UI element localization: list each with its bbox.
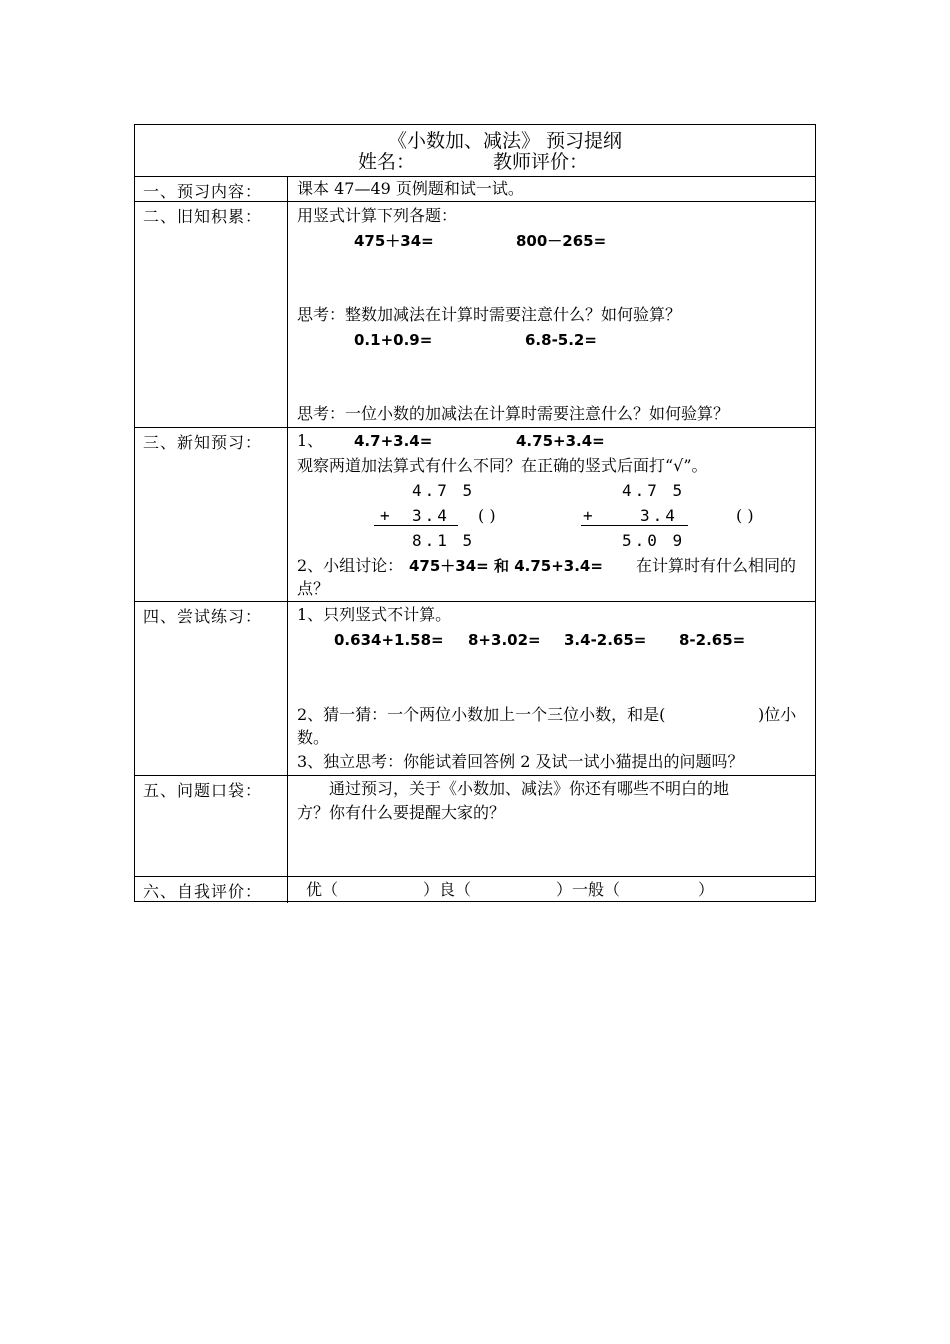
rating-excellent[interactable]: 优（: [306, 880, 339, 899]
answer-bracket: ( ): [736, 506, 754, 525]
section-label: 一、预习内容：: [135, 177, 288, 202]
section-question-pocket: [135, 775, 815, 877]
rating-average[interactable]: ）一般（: [556, 880, 621, 899]
question-text: 通过预习，关于《小数加、减法》你还有哪些不明白的地: [329, 779, 730, 798]
section-label: 三、新知预习：: [135, 428, 288, 602]
answer-bracket: ( ): [478, 506, 496, 525]
section-label: 五、问题口袋：: [135, 776, 288, 877]
rating-close: ）: [698, 880, 715, 899]
equation: 4.7+3.4=: [354, 432, 433, 450]
name-label: 姓名：: [358, 151, 416, 173]
equation: 0.634+1.58=: [334, 631, 444, 649]
section-label: 二、旧知积累：: [135, 202, 288, 428]
worksheet-table: [134, 124, 816, 902]
vertical-result: 8.1 5: [412, 531, 476, 550]
equation: 800－265=: [516, 232, 607, 250]
equation: 4.75+3.4=: [516, 432, 605, 450]
vertical-result: 5.0 9: [622, 531, 686, 550]
section-text: 课本 47—49 页例题和试一试。: [297, 179, 524, 198]
page-title: 《小数加、减法》 预习提纲: [387, 130, 623, 152]
think-question: 思考：一位小数的加减法在计算时需要注意什么？如何验算？: [297, 404, 730, 423]
equation: 6.8-5.2=: [525, 331, 597, 349]
section-practice: [135, 601, 815, 776]
practice-item: 2、猜一猜：一个两位小数加上一个三位小数，和是(: [297, 705, 666, 724]
vertical-top-number: 4.7 5: [412, 481, 476, 500]
rating-good[interactable]: ）良（: [423, 880, 472, 899]
equation: 3.4-2.65=: [564, 631, 647, 649]
equation: 475＋34=: [354, 232, 434, 250]
observe-instruction: 观察两道加法算式有什么不同？在正确的竖式后面打“√”。: [297, 456, 708, 475]
vertical-second-number: 3.4: [412, 506, 450, 525]
section-label: 六、自我评价：: [135, 877, 288, 903]
vertical-rule: [581, 525, 688, 526]
discussion-equations: 475＋34= 和 4.75+3.4=: [409, 557, 603, 575]
item-number: 1、: [297, 431, 324, 450]
discussion-prompt: 点？: [297, 579, 330, 598]
practice-item: 1、只列竖式不计算。: [297, 605, 452, 624]
practice-item: 3、独立思考：你能试着回答例 2 及试一试小猫提出的问题吗？: [297, 752, 744, 771]
plus-sign: +: [380, 506, 393, 525]
vertical-rule: [374, 525, 458, 526]
section-new-knowledge: [135, 427, 815, 602]
vertical-top-number: 4.7 5: [622, 481, 686, 500]
section-prior-knowledge: [135, 201, 815, 428]
section-preview-content: [135, 176, 815, 202]
section-label: 四、尝试练习：: [135, 602, 288, 776]
teacher-eval-label: 教师评价：: [493, 151, 589, 173]
header-row: [135, 125, 815, 176]
equation: 0.1+0.9=: [354, 331, 433, 349]
practice-item: 数。: [297, 728, 330, 747]
section-self-evaluation: [135, 876, 815, 903]
vertical-second-number: 3.4: [640, 506, 678, 525]
think-question: 思考：整数加减法在计算时需要注意什么？如何验算？: [297, 305, 682, 324]
discussion-prompt: 2、小组讨论：: [297, 556, 404, 575]
question-text: 方？你有什么要提醒大家的？: [297, 803, 506, 822]
equation: 8-2.65=: [679, 631, 746, 649]
discussion-prompt: 在计算时有什么相同的: [636, 556, 797, 575]
section-intro: 用竖式计算下列各题：: [297, 206, 458, 225]
equation: 8+3.02=: [468, 631, 541, 649]
plus-sign: +: [583, 506, 596, 525]
practice-item: )位小: [758, 705, 797, 724]
